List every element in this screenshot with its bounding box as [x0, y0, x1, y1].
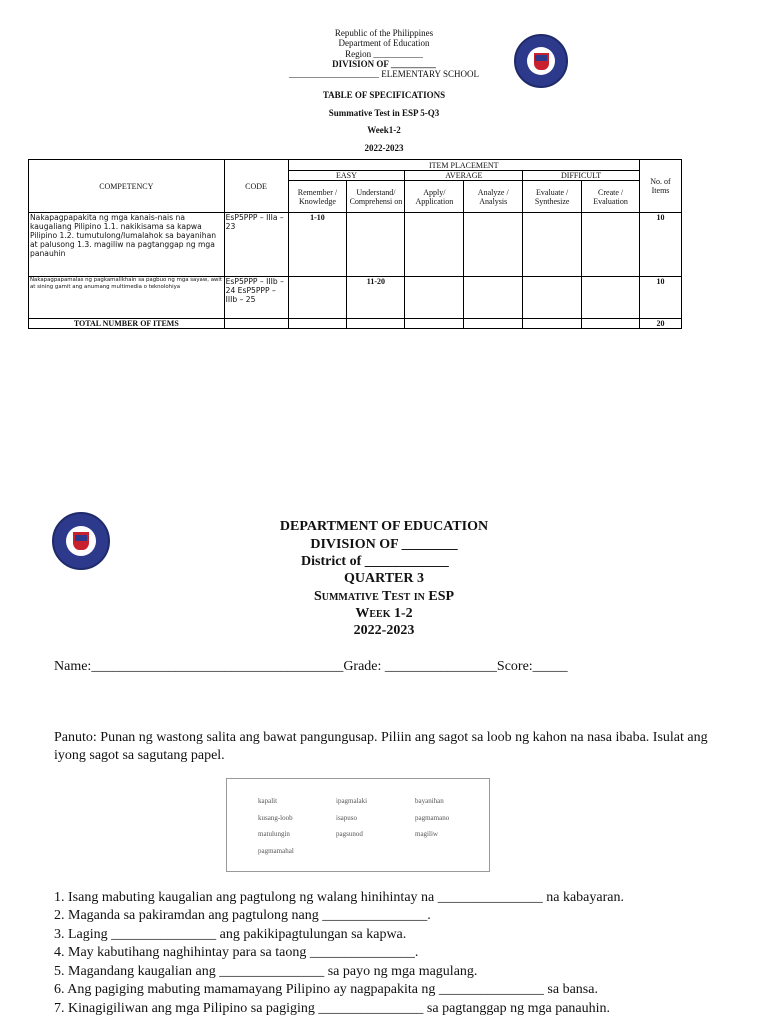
- question-7: 7. Kinagigiliwan ang mga Pilipino sa pagiging _______________ sa pagtanggap ng mga panauhin.: [54, 1001, 611, 1016]
- total-items: 20: [640, 319, 682, 329]
- remember-cell: [288, 277, 347, 319]
- understand-cell: [347, 213, 405, 277]
- remember-header: Remember / Knowledge: [288, 181, 347, 213]
- test-year: 2022-2023: [353, 623, 415, 638]
- item-placement-header: ITEM PLACEMENT: [288, 160, 640, 171]
- tos-title: TABLE OF SPECIFICATIONS: [322, 90, 446, 100]
- word-bank-box: [226, 778, 490, 872]
- competency-header: COMPETENCY: [29, 160, 225, 213]
- instructions: Panuto: Punan ng wastong salita ang bawat pangungusap. Piliin ang sagot sa loob ng kahon na nasa ibaba. Isulat ang iyong sagot sa sagutang papel.: [54, 730, 708, 763]
- question-6: 6. Ang pagiging mabuting mamamayang Pilipino ay nagpapakita ng _______________ sa bansa.: [54, 982, 598, 997]
- competency-cell: Nakapagpapamalas ng pagkamalikhain sa pagbuo ng mga sayaw, awit at sining gamit ang anumang multimedia o teknolohiya: [29, 277, 225, 319]
- understand-header: Understand/ Comprehensi on: [347, 181, 405, 213]
- total-label: TOTAL NUMBER OF ITEMS: [29, 319, 225, 329]
- question-1: 1. Isang mabuting kaugalian ang pagtulong ng walang hinihintay na _______________ na kabayaran.: [54, 890, 624, 905]
- division-line: DIVISION OF __________: [332, 59, 436, 69]
- remember-cell: 1-10: [288, 213, 347, 277]
- competency-cell: Nakapagpapakita ng mga kanais-nais na kaugaliang Pilipino 1.1. nakikisama sa kapwa Pilipino 1.2. tumutulong/lumalahok sa bayanihan at palusong 1.3. magiliw na pagtanggap ng mga panauhin: [29, 213, 225, 277]
- word-bank-item: matulungin: [258, 830, 290, 838]
- tos-subtitle: Summative Test in ESP 5-Q3: [328, 108, 440, 118]
- easy-header: EASY: [288, 171, 405, 181]
- word-bank-item: magiliw: [415, 830, 438, 838]
- items-cell: 10: [640, 277, 682, 319]
- word-bank-item: pagsunod: [336, 830, 363, 838]
- average-header: AVERAGE: [405, 171, 523, 181]
- department-line: Department of Education: [338, 38, 430, 48]
- table-row: [29, 213, 682, 277]
- question-2: 2. Maganda sa pakiramdan ang pagtulong nang _______________.: [54, 908, 431, 923]
- name-grade-score-line: Name:____________________________________Grade: ________________Score:_____: [54, 659, 568, 674]
- no-items-header: No. of Items: [640, 160, 682, 213]
- republic-line: Republic of the Philippines: [334, 28, 434, 38]
- items-cell: 10: [640, 213, 682, 277]
- question-4: 4. May kabutihang naghihintay para sa taong _______________.: [54, 945, 419, 960]
- create-header: Create / Evaluation: [582, 181, 640, 213]
- apply-header: Apply/ Application: [405, 181, 464, 213]
- word-bank-item: ipagmalaki: [336, 797, 368, 805]
- code-cell: EsP5PPP – IIIa – 23: [224, 213, 288, 277]
- test-division: DIVISION OF ________: [310, 537, 458, 552]
- tos-week: Week1-2: [367, 125, 401, 135]
- test-department: DEPARTMENT OF EDUCATION: [279, 519, 489, 534]
- word-bank-item: kusang-loob: [258, 814, 293, 822]
- analyze-header: Analyze / Analysis: [464, 181, 523, 213]
- school-line: ____________________ ELEMENTARY SCHOOL: [289, 69, 479, 79]
- word-bank-item: pagmamahal: [258, 847, 294, 855]
- test-district: District of ____________: [301, 554, 449, 569]
- word-bank-item: bayanihan: [415, 797, 444, 805]
- word-bank-item: kapalit: [258, 797, 278, 805]
- word-bank-item: isapuso: [336, 814, 357, 822]
- test-quarter: QUARTER 3: [343, 571, 424, 586]
- test-title: Summative Test in ESP: [313, 589, 455, 604]
- total-row: [29, 319, 682, 329]
- code-header: CODE: [224, 160, 288, 213]
- understand-cell: 11-20: [347, 277, 405, 319]
- code-cell: EsP5PPP – IIIb – 24 EsP5PPP – IIIb – 25: [224, 277, 288, 319]
- question-5: 5. Magandang kaugalian ang _______________ sa payo ng mga magulang.: [54, 964, 478, 979]
- table-row: [29, 277, 682, 319]
- evaluate-header: Evaluate / Synthesize: [523, 181, 582, 213]
- difficult-header: DIFFICULT: [523, 171, 640, 181]
- tos-year: 2022-2023: [364, 143, 404, 153]
- test-week: Week 1-2: [355, 606, 413, 621]
- deped-seal-logo: [514, 34, 568, 88]
- region-line: Region ___________: [345, 49, 423, 59]
- specification-table: [28, 159, 682, 329]
- word-bank-item: pagmamano: [415, 814, 450, 822]
- question-3: 3. Laging _______________ ang pakikipagtulungan sa kapwa.: [54, 927, 407, 942]
